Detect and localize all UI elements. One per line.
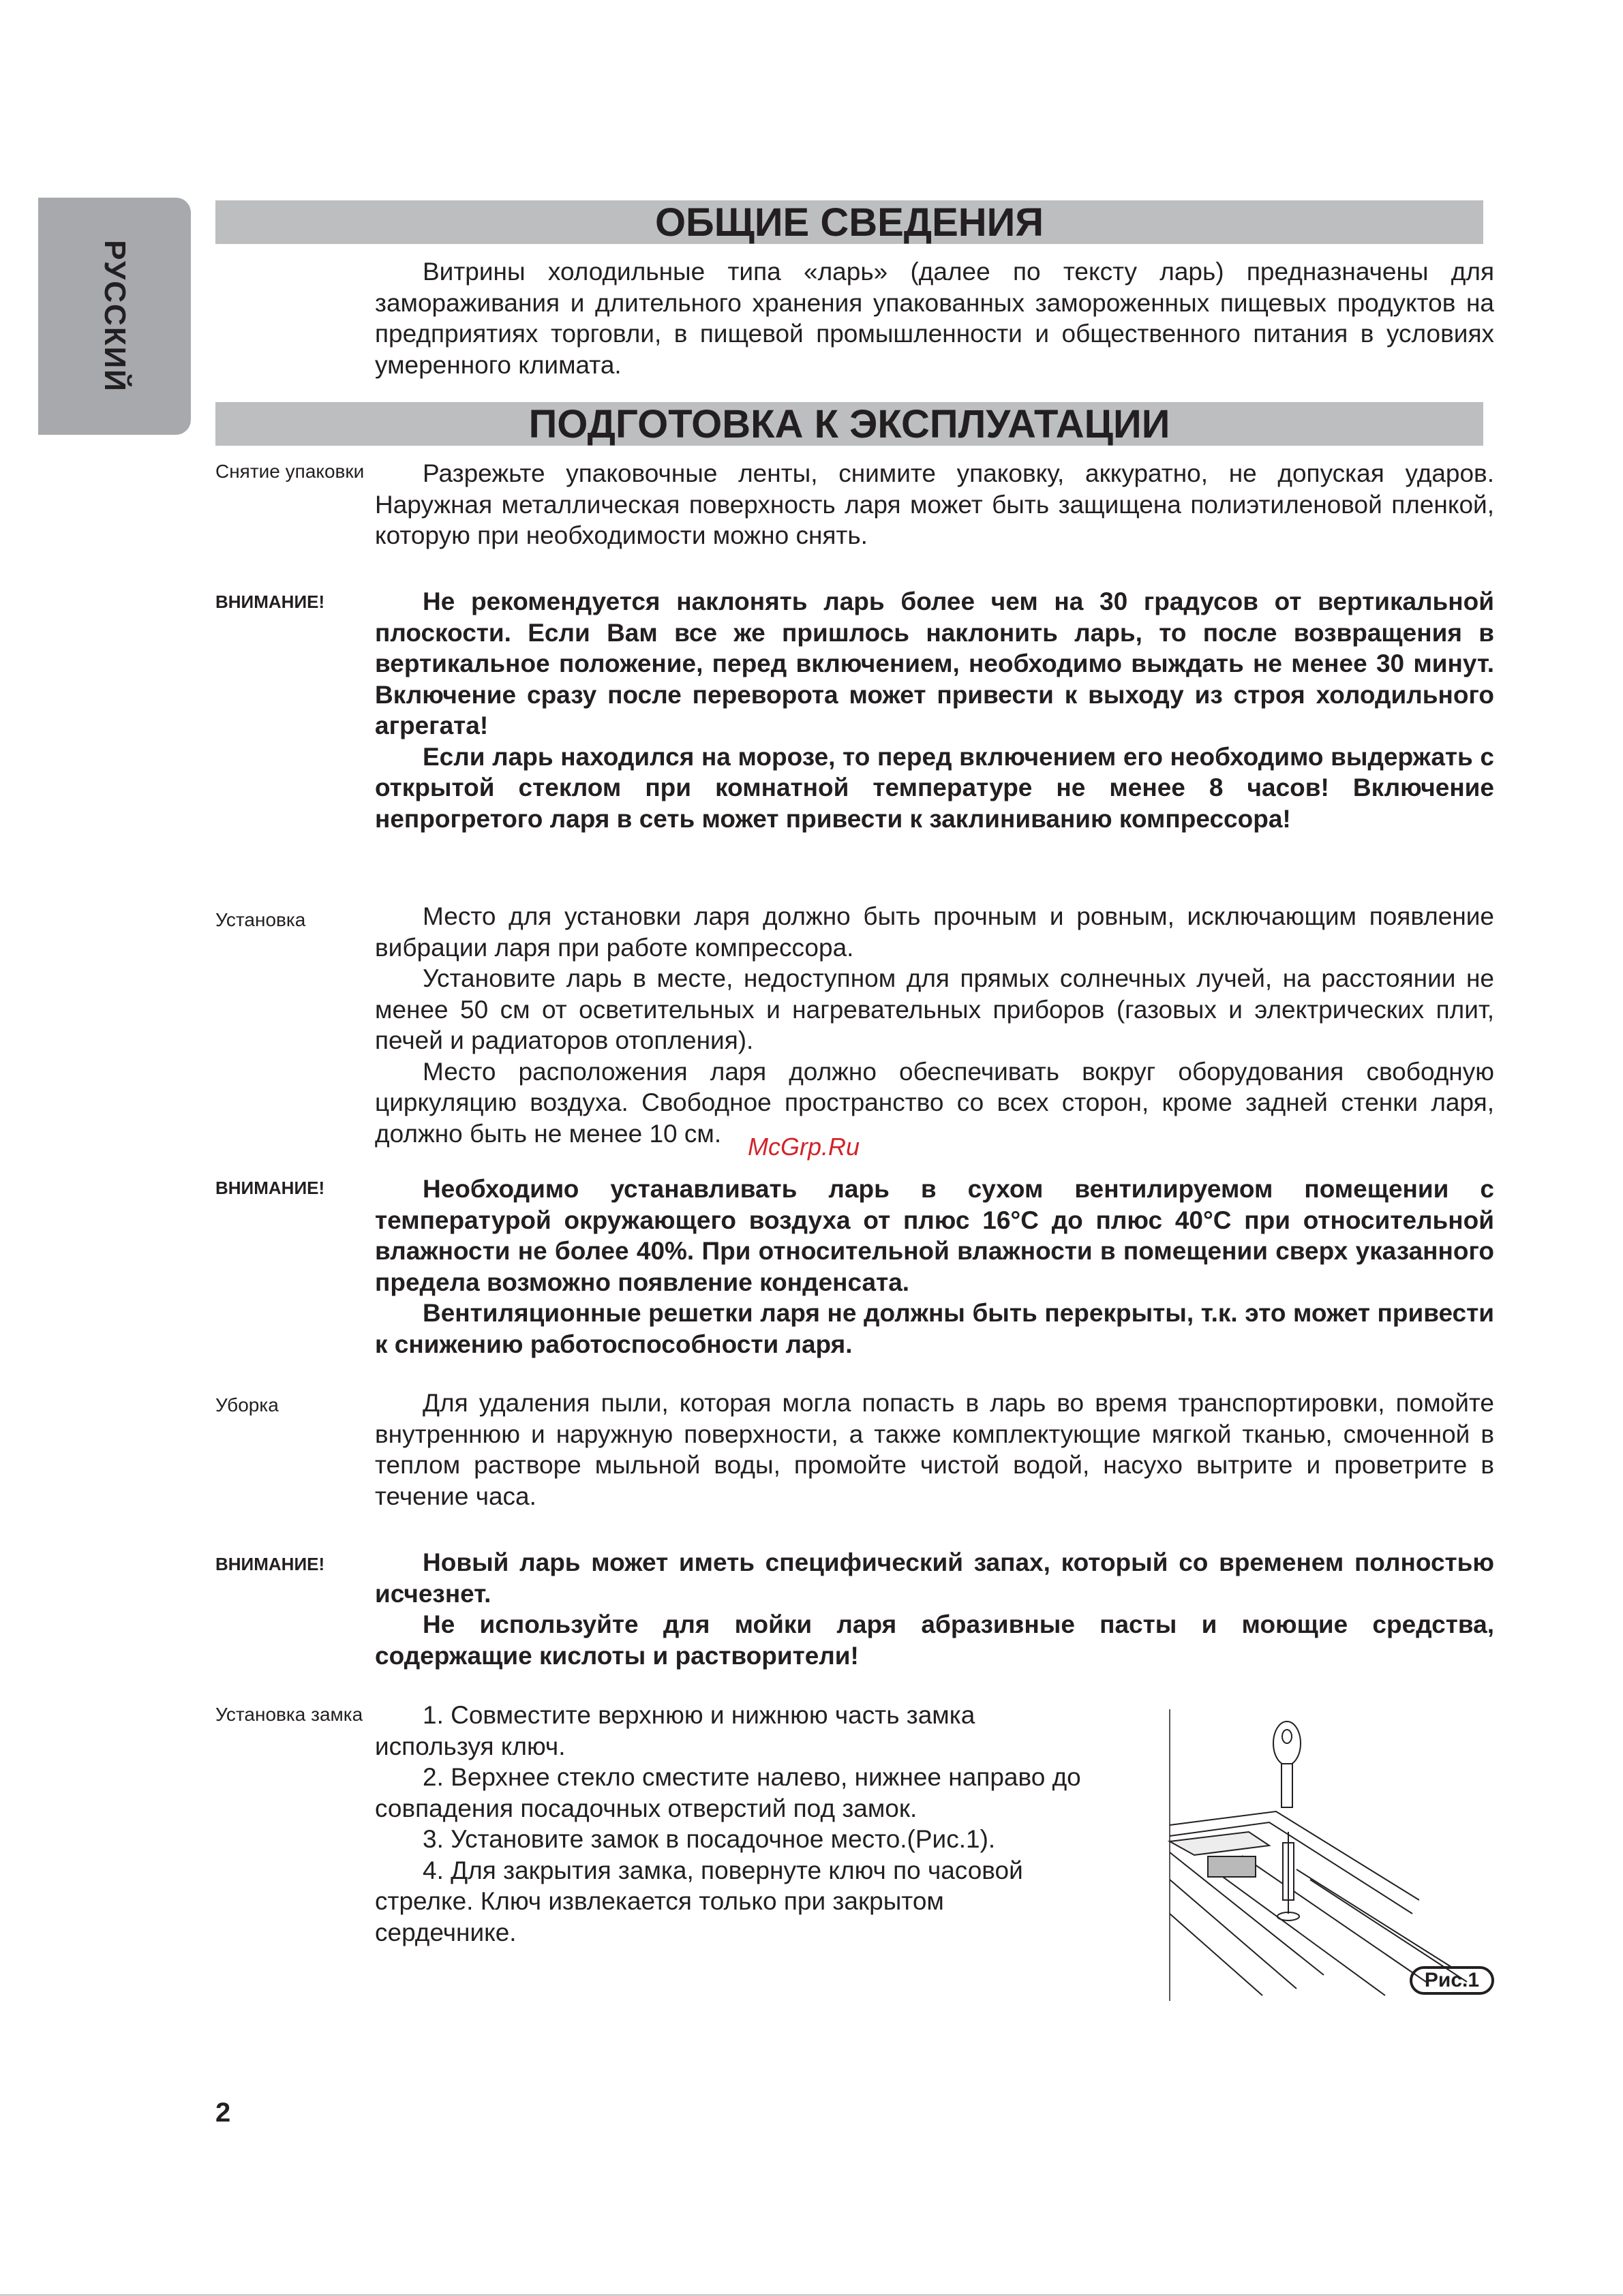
- installation-paragraph-1: Место для установки ларя должно быть прочным и ровным, исключающим появление вибрации ларя при работе компрессора.: [375, 902, 1494, 962]
- warning-1-text-block: [375, 586, 1494, 834]
- language-tab-label: РУССКИЙ: [98, 240, 132, 393]
- unpacking-text-block: [375, 458, 1494, 551]
- side-label-lock: Установка замка: [215, 1704, 363, 1725]
- warning-3-paragraph-1: Новый ларь может иметь специфический запах, который со временем полностью исчезнет.: [375, 1548, 1494, 1608]
- installation-text-block: [375, 901, 1494, 1149]
- section-title-general: ОБЩИЕ СВЕДЕНИЯ: [215, 200, 1483, 244]
- installation-paragraph-3: Место расположения ларя должно обеспечивать вокруг оборудования свободную циркуляцию воздуха. Свободное пространство со всех сторон, кроме задней стенки ларя, должно быть не менее 10 см.: [375, 1057, 1494, 1148]
- lock-steps-list: [375, 1700, 1084, 1948]
- warning-2-text-block: [375, 1174, 1494, 1360]
- side-label-cleaning: Уборка: [215, 1394, 279, 1415]
- warning-2-paragraph-2: Вентиляционные решетки ларя не должны быть перекрыты, т.к. это может привести к снижению работоспособности ларя.: [375, 1299, 1494, 1358]
- language-tab: [38, 198, 191, 435]
- side-label-installation: Установка: [215, 909, 306, 930]
- warning-3-text-block: [375, 1547, 1494, 1671]
- general-paragraph: Витрины холодильные типа «ларь» (далее по тексту ларь) предназначены для замораживания и длительного хранения упакованных замороженных пищевых продуктов на предприятиях торговли, в пищевой промышленности и общественного питания в условиях умеренного климата.: [375, 258, 1494, 379]
- side-label-warning-2: ВНИМАНИЕ!: [215, 1178, 325, 1198]
- lock-step: 4. Для закрытия замка, повернуте ключ по часовой стрелке. Ключ извлекается только при закрытом сердечнике.: [375, 1856, 1023, 1946]
- cleaning-text-block: [375, 1388, 1494, 1512]
- section-title-preparation: ПОДГОТОВКА К ЭКСПЛУАТАЦИИ: [215, 402, 1483, 446]
- side-label-unpacking: Снятие упаковки: [215, 461, 365, 482]
- installation-paragraph-2: Установите ларь в месте, недоступном для прямых солнечных лучей, на расстоянии не менее 50 см от осветительных и нагревательных приборов (газовых и электрических плит, печей и радиаторов отопления).: [375, 964, 1494, 1054]
- page-number: 2: [215, 2098, 231, 2128]
- lock-step: 2. Верхнее стекло сместите налево, нижнее направо до совпадения посадочных отверстий под замок.: [375, 1763, 1081, 1822]
- figure-label: Рис.1: [1410, 1966, 1494, 1995]
- cleaning-paragraph: Для удаления пыли, которая могла попасть в ларь во время транспортировки, помойте внутреннюю и наружную поверхности, а также комплектующие мягкой тканью, смоченной в теплом растворе мыльной воды, промойте чистой водой, насухо вытрите и проветрите в течение часа.: [375, 1389, 1494, 1510]
- warning-3-paragraph-2: Не используйте для мойки ларя абразивные пасты и моющие средства, содержащие кислоты и растворители!: [375, 1610, 1494, 1670]
- unpacking-paragraph: Разрежьте упаковочные ленты, снимите упаковку, аккуратно, не допуская ударов. Наружная металлическая поверхность ларя может быть защищена полиэтиленовой пленкой, которую при необходимости можно снять.: [375, 459, 1494, 549]
- warning-1-paragraph-2: Если ларь находился на морозе, то перед включением его необходимо выдержать с открытой стеклом при комнатной температуре не менее 8 часов! Включение непрогретого ларя в сеть может привести к заклиниванию компрессора!: [375, 742, 1494, 833]
- side-label-warning-3: ВНИМАНИЕ!: [215, 1554, 325, 1574]
- watermark: McGrp.Ru: [748, 1133, 860, 1161]
- side-label-warning-1: ВНИМАНИЕ!: [215, 592, 325, 612]
- general-text-block: [375, 256, 1494, 380]
- lock-step: 1. Совместите верхнюю и нижнюю часть замка используя ключ.: [375, 1701, 975, 1760]
- warning-1-paragraph-1: Не рекомендуется наклонять ларь более чем на 30 градусов от вертикальной плоскости. Если Вам все же пришлось наклонить ларь, то после возвращения в вертикальное положение, перед включением, необходимо выждать не менее 30 минут. Включение сразу после переворота может привести к выходу из строя холодильного агрегата!: [375, 587, 1494, 739]
- lock-step: 3. Установите замок в посадочное место.(Рис.1).: [423, 1825, 996, 1853]
- warning-2-paragraph-1: Необходимо устанавливать ларь в сухом вентилируемом помещении с температурой окружающего воздуха от плюс 16°С до плюс 40°С при относительной влажности не более 40%. При относительной влажности в помещении сверх указанного предела возможно появление конденсата.: [375, 1175, 1494, 1296]
- lock-installation-figure: [1167, 1709, 1494, 2001]
